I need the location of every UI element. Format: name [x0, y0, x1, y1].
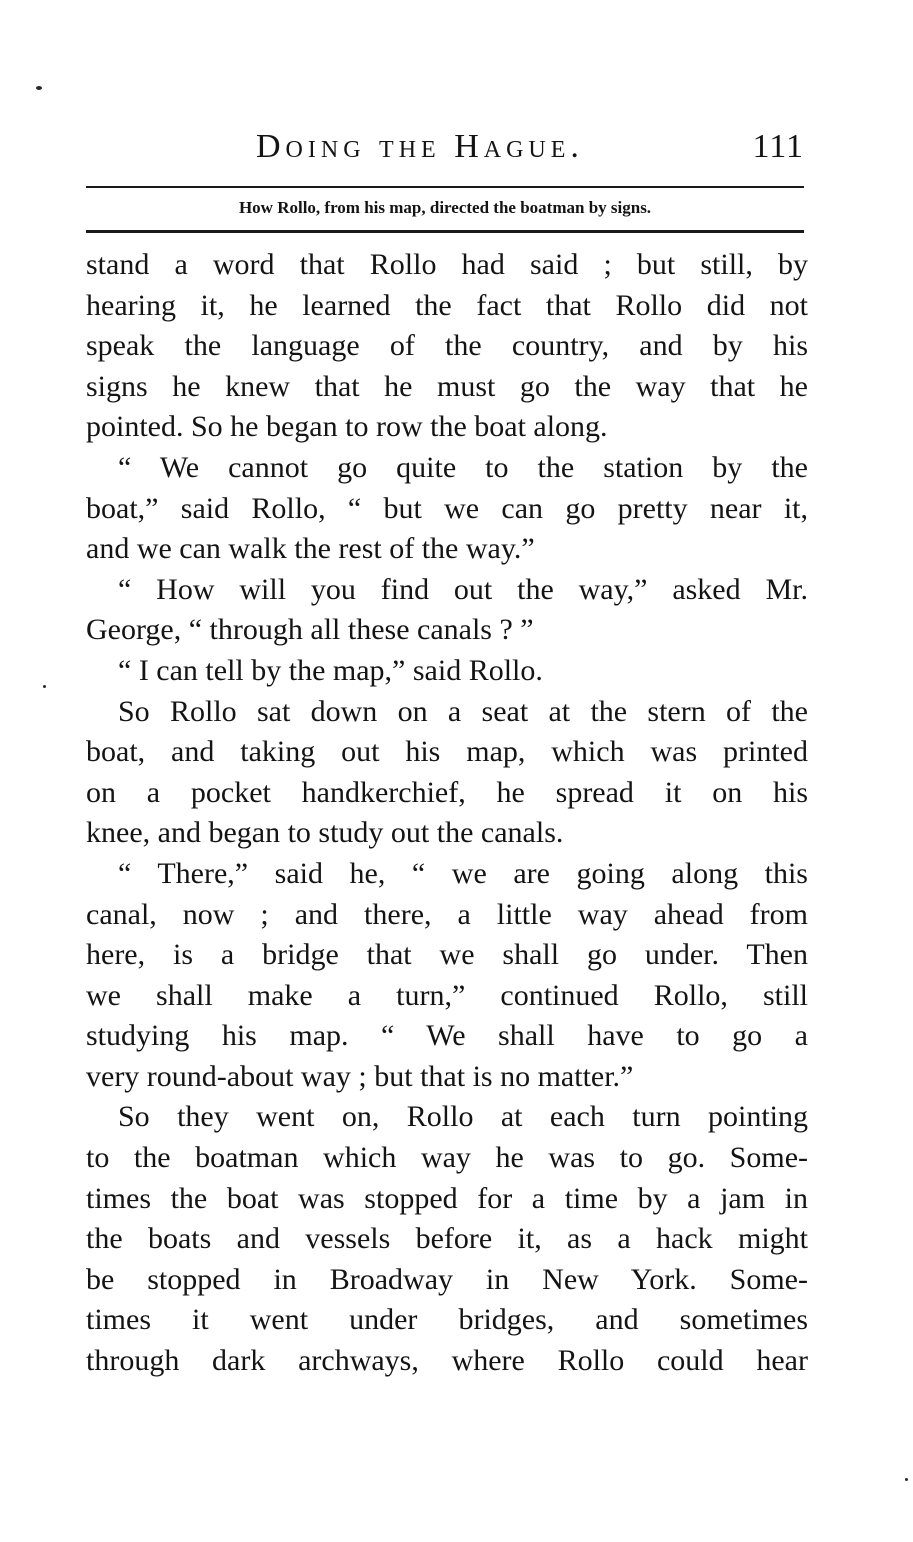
- text-line: signs he knew that he must go the way that he: [86, 369, 808, 403]
- page-number: 111: [752, 128, 804, 165]
- text-line: pointed. So he began to row the boat along.: [86, 410, 608, 444]
- text-line: boat,” said Rollo, “ but we can go pretty near it,: [86, 491, 808, 525]
- text-line: very round-about way ; but that is no matter.”: [86, 1059, 634, 1093]
- text-line: boat, and taking out his map, which was printed: [86, 735, 808, 769]
- header-rule-bottom: [86, 230, 804, 233]
- text-line: So they went on, Rollo at each turn pointing: [118, 1100, 808, 1134]
- text-line: hearing it, he learned the fact that Rollo did not: [86, 288, 808, 322]
- text-line: “ How will you find out the way,” asked Mr.: [118, 572, 808, 606]
- text-line: studying his map. “ We shall have to go a: [86, 1019, 808, 1053]
- text-line: stand a word that Rollo had said ; but still, by: [86, 248, 808, 281]
- text-line: “ I can tell by the map,” said Rollo.: [118, 653, 543, 687]
- text-line: George, “ through all these canals ? ”: [86, 613, 534, 647]
- text-line: on a pocket handkerchief, he spread it on his: [86, 775, 808, 809]
- print-speck: [43, 685, 46, 688]
- text-line: times it went under bridges, and sometimes: [86, 1303, 808, 1337]
- page-headline: How Rollo, from his map, directed the boatman by signs.: [238, 198, 652, 217]
- text-line: canal, now ; and there, a little way ahead from: [86, 897, 808, 931]
- text-line: be stopped in Broadway in New York. Some-: [86, 1262, 808, 1296]
- text-line: to the boatman which way he was to go. Some-: [86, 1141, 808, 1175]
- header-rule-top: [86, 186, 804, 188]
- text-line: “ There,” said he, “ we are going along this: [118, 856, 808, 890]
- text-line: through dark archways, where Rollo could hear: [86, 1344, 808, 1378]
- text-line: times the boat was stopped for a time by a jam in: [86, 1181, 808, 1215]
- text-line: and we can walk the rest of the way.”: [86, 532, 535, 566]
- running-title: Doing the Hague.: [256, 128, 584, 165]
- text-line: So Rollo sat down on a seat at the stern of the: [118, 694, 808, 728]
- text-line: we shall make a turn,” continued Rollo, still: [86, 978, 808, 1012]
- text-line: speak the language of the country, and by his: [86, 329, 808, 363]
- text-line: the boats and vessels before it, as a hack might: [86, 1222, 808, 1256]
- print-speck: [36, 86, 42, 90]
- text-line: here, is a bridge that we shall go under. Then: [86, 938, 808, 972]
- text-line: knee, and began to study out the canals.: [86, 816, 564, 850]
- body-text: [86, 245, 808, 1382]
- text-line: “ We cannot go quite to the station by the: [118, 450, 808, 484]
- print-speck: [905, 1478, 908, 1481]
- running-header: [86, 128, 804, 172]
